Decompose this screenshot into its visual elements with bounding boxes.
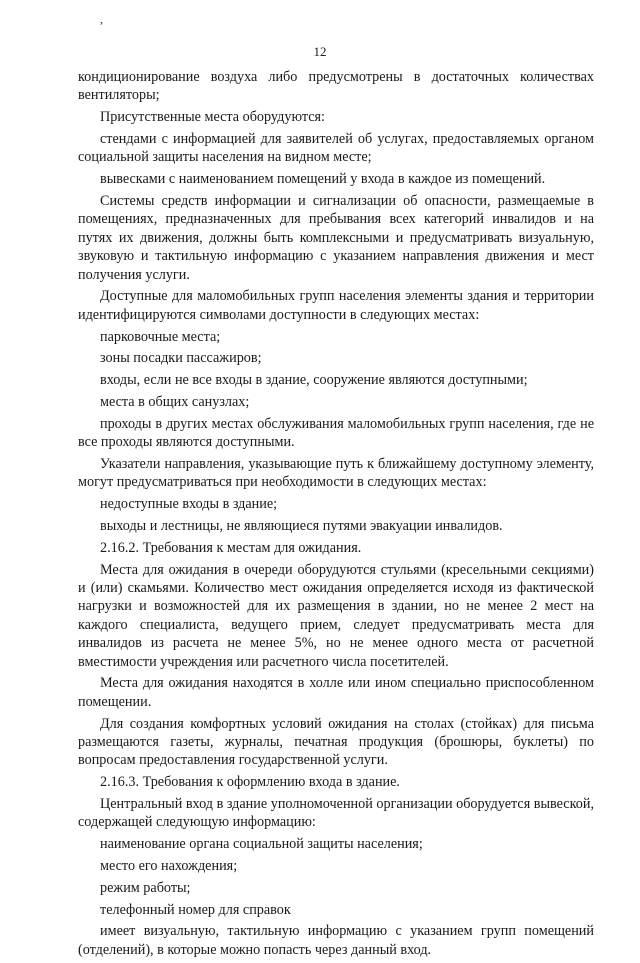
paragraph: наименование органа социальной защиты населения; bbox=[100, 836, 423, 853]
paragraph: зоны посадки пассажиров; bbox=[100, 350, 262, 367]
scan-mark: , bbox=[100, 12, 103, 26]
paragraph: Центральный вход в здание уполномоченной организации оборудуется вывеской, содержащей следующую информацию: bbox=[78, 796, 594, 831]
paragraph: телефонный номер для справок bbox=[100, 901, 291, 918]
paragraph: проходы в других местах обслуживания маломобильных групп населения, где не все проходы являются доступными. bbox=[78, 415, 594, 451]
paragraph: вывесками с наименованием помещений у входа в каждое из помещений. bbox=[100, 171, 546, 188]
paragraph: Указатели направления, указывающие путь к ближайшему доступному элементу, могут предусматриваться при необходимости в следующих местах: bbox=[78, 456, 594, 491]
paragraph: имеет визуальную, тактильную информацию с указанием групп помещений (отделений), в которые можно попасть через данный вход. bbox=[78, 923, 594, 958]
paragraph: входы, если не все входы в здание, сооружение являются доступными; bbox=[100, 372, 528, 389]
paragraph: место его нахождения; bbox=[100, 858, 238, 875]
paragraph: Для создания комфортных условий ожидания на столах (стойках) для письма размещаются газеты, журналы, печатная продукция (брошюры, буклеты) по вопросам предоставления государственной услуги. bbox=[78, 715, 594, 769]
paragraph: режим работы; bbox=[100, 879, 191, 896]
paragraph: Места для ожидания в очереди оборудуются стульями (кресельными секциями) и (или) скамьями. Количество мест ожидания определяется исходя из фактической нагрузки и возможностей для их размещения в здании, но не менее 2 мест на каждого специалиста, ведущего прием, следует предусматривать места для инвалидов из расчета не менее 5%, но не менее одного места от расчетной вместимости учреждения или расчетного числа посетителей. bbox=[78, 561, 594, 670]
paragraph: Системы средств информации и сигнализации об опасности, размещаемые в помещениях, предназначенных для пребывания всех категорий инвалидов и на путях их движения, должны быть комплексными и предусматривать визуальную, звуковую и тактильную информацию с указанием направления движения и мест получения услуги. bbox=[78, 193, 594, 283]
paragraph: стендами с информацией для заявителей об услугах, предоставляемых органом социальной защиты населения на видном месте; bbox=[78, 131, 594, 166]
paragraph: кондиционирование воздуха либо предусмотрены в достаточных количествах вентиляторы; bbox=[78, 69, 594, 104]
paragraph: места в общих санузлах; bbox=[100, 394, 250, 411]
paragraph: Места для ожидания находятся в холле или ином специально приспособленном помещении. bbox=[78, 675, 594, 710]
paragraph: 2.16.2. Требования к местам для ожидания. bbox=[100, 539, 362, 556]
paragraph: парковочные места; bbox=[100, 328, 221, 345]
paragraph: Доступные для маломобильных групп населения элементы здания и территории идентифицируются символами доступности в следующих местах: bbox=[78, 288, 594, 323]
page-number: 12 bbox=[313, 44, 327, 59]
paragraph: недоступные входы в здание; bbox=[100, 496, 278, 513]
paragraph: 2.16.3. Требования к оформлению входа в здание. bbox=[100, 774, 400, 791]
paragraph: Присутственные места оборудуются: bbox=[100, 109, 325, 126]
document-body bbox=[78, 68, 594, 963]
paragraph: выходы и лестницы, не являющиеся путями эвакуации инвалидов. bbox=[100, 518, 503, 535]
